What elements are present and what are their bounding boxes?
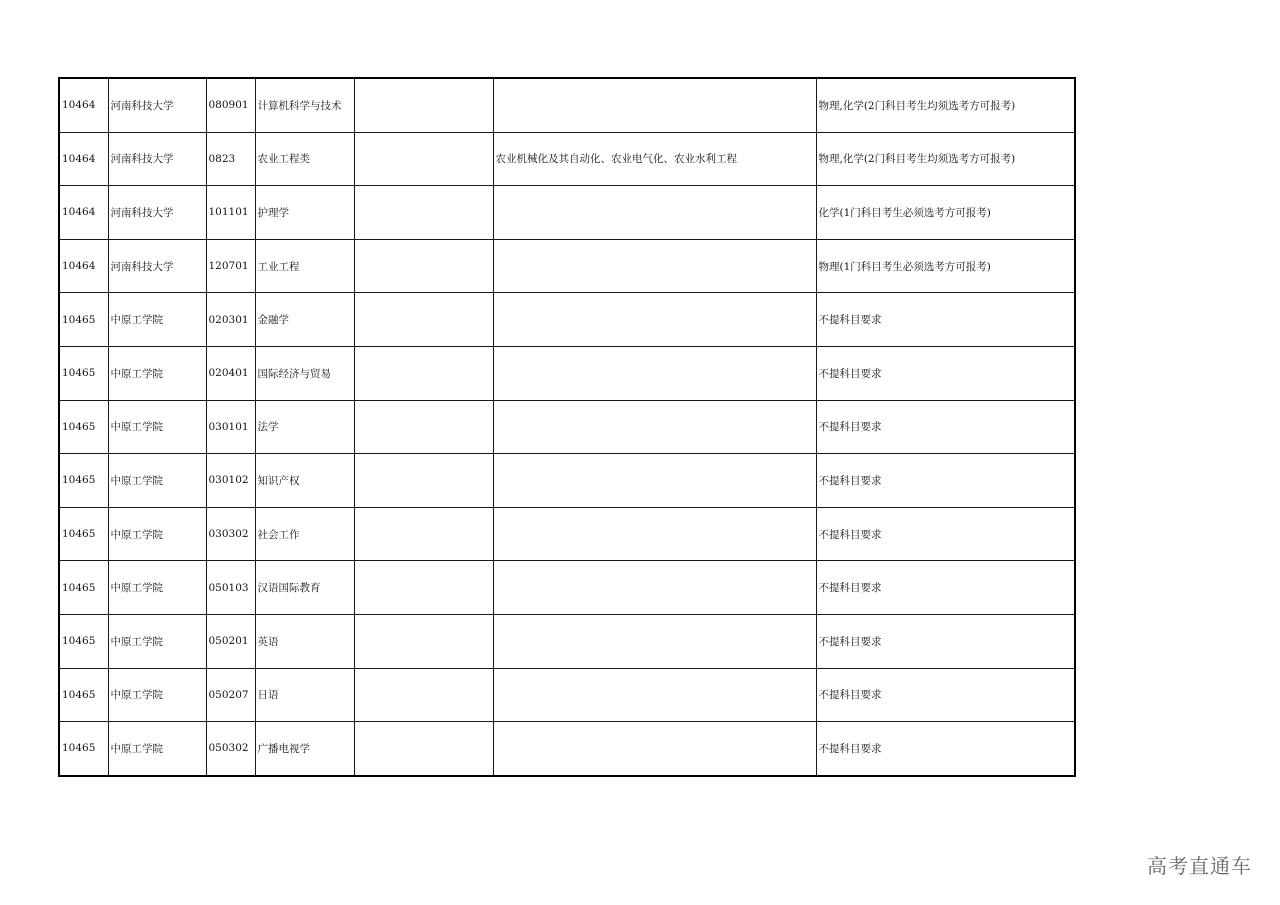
notes-cell: [354, 132, 493, 186]
notes-cell: [354, 293, 493, 347]
school-name-cell: 中原工学院: [108, 614, 206, 668]
school-code-cell: 10464: [59, 239, 108, 293]
school-code-cell: 10465: [59, 400, 108, 454]
school-name-cell: 中原工学院: [108, 400, 206, 454]
school-name-cell: 中原工学院: [108, 668, 206, 722]
major-code-cell: 080901: [206, 78, 255, 132]
subject-requirement-cell: 物理(1门科目考生必须选考方可报考): [816, 239, 1075, 293]
subject-requirement-cell: 不提科目要求: [816, 346, 1075, 400]
watermark-logo: 高考直通车: [1147, 854, 1252, 878]
subject-requirement-cell: 不提科目要求: [816, 507, 1075, 561]
table-row: [59, 346, 1075, 400]
major-name-cell: 知识产权: [255, 454, 354, 508]
included-majors-cell: [493, 186, 816, 240]
table-row: [59, 400, 1075, 454]
included-majors-cell: [493, 668, 816, 722]
subject-requirement-cell: 化学(1门科目考生必须选考方可报考): [816, 186, 1075, 240]
notes-cell: [354, 668, 493, 722]
school-code-cell: 10465: [59, 293, 108, 347]
notes-cell: [354, 722, 493, 776]
major-code-cell: 120701: [206, 239, 255, 293]
school-name-cell: 河南科技大学: [108, 186, 206, 240]
school-name-cell: 中原工学院: [108, 346, 206, 400]
school-name-cell: 河南科技大学: [108, 132, 206, 186]
included-majors-cell: [493, 614, 816, 668]
major-code-cell: 050201: [206, 614, 255, 668]
school-name-cell: 中原工学院: [108, 454, 206, 508]
school-code-cell: 10464: [59, 186, 108, 240]
school-code-cell: 10465: [59, 668, 108, 722]
table-row: [59, 668, 1075, 722]
subject-requirement-cell: 不提科目要求: [816, 293, 1075, 347]
notes-cell: [354, 400, 493, 454]
school-name-cell: 中原工学院: [108, 561, 206, 615]
notes-cell: [354, 454, 493, 508]
notes-cell: [354, 614, 493, 668]
table-row: [59, 132, 1075, 186]
notes-cell: [354, 346, 493, 400]
included-majors-cell: [493, 239, 816, 293]
included-majors-cell: [493, 346, 816, 400]
major-code-cell: 050207: [206, 668, 255, 722]
school-code-cell: 10465: [59, 614, 108, 668]
table-row: [59, 507, 1075, 561]
school-code-cell: 10465: [59, 722, 108, 776]
notes-cell: [354, 561, 493, 615]
table-row: [59, 722, 1075, 776]
major-name-cell: 计算机科学与技术: [255, 78, 354, 132]
subject-requirement-cell: 不提科目要求: [816, 400, 1075, 454]
major-code-cell: 101101: [206, 186, 255, 240]
subject-requirement-cell: 不提科目要求: [816, 454, 1075, 508]
major-code-cell: 030101: [206, 400, 255, 454]
included-majors-cell: [493, 561, 816, 615]
major-name-cell: 国际经济与贸易: [255, 346, 354, 400]
table-row: [59, 78, 1075, 132]
subject-requirement-cell: 不提科目要求: [816, 722, 1075, 776]
school-code-cell: 10464: [59, 132, 108, 186]
subject-requirement-cell: 不提科目要求: [816, 561, 1075, 615]
major-code-cell: 030102: [206, 454, 255, 508]
included-majors-cell: [493, 722, 816, 776]
major-name-cell: 工业工程: [255, 239, 354, 293]
school-code-cell: 10465: [59, 346, 108, 400]
major-name-cell: 英语: [255, 614, 354, 668]
major-name-cell: 护理学: [255, 186, 354, 240]
school-name-cell: 河南科技大学: [108, 239, 206, 293]
school-name-cell: 中原工学院: [108, 507, 206, 561]
included-majors-cell: 农业机械化及其自动化、农业电气化、农业水利工程: [493, 132, 816, 186]
school-name-cell: 河南科技大学: [108, 78, 206, 132]
included-majors-cell: [493, 293, 816, 347]
notes-cell: [354, 507, 493, 561]
table-row: [59, 561, 1075, 615]
table-row: [59, 454, 1075, 508]
subject-requirement-cell: 不提科目要求: [816, 668, 1075, 722]
included-majors-cell: [493, 507, 816, 561]
included-majors-cell: [493, 454, 816, 508]
table-row: [59, 293, 1075, 347]
notes-cell: [354, 78, 493, 132]
major-code-cell: 020401: [206, 346, 255, 400]
subject-requirement-cell: 物理,化学(2门科目考生均须选考方可报考): [816, 132, 1075, 186]
major-code-cell: 030302: [206, 507, 255, 561]
included-majors-cell: [493, 78, 816, 132]
table-row: [59, 186, 1075, 240]
major-name-cell: 日语: [255, 668, 354, 722]
school-code-cell: 10464: [59, 78, 108, 132]
requirements-table: [58, 77, 1076, 777]
table-row: [59, 614, 1075, 668]
major-name-cell: 农业工程类: [255, 132, 354, 186]
notes-cell: [354, 186, 493, 240]
school-name-cell: 中原工学院: [108, 722, 206, 776]
major-name-cell: 金融学: [255, 293, 354, 347]
notes-cell: [354, 239, 493, 293]
subject-requirement-cell: 物理,化学(2门科目考生均须选考方可报考): [816, 78, 1075, 132]
major-code-cell: 020301: [206, 293, 255, 347]
major-name-cell: 广播电视学: [255, 722, 354, 776]
major-code-cell: 0823: [206, 132, 255, 186]
table-body: [59, 78, 1075, 776]
major-code-cell: 050302: [206, 722, 255, 776]
school-code-cell: 10465: [59, 561, 108, 615]
major-name-cell: 汉语国际教育: [255, 561, 354, 615]
subject-requirement-cell: 不提科目要求: [816, 614, 1075, 668]
major-name-cell: 社会工作: [255, 507, 354, 561]
school-code-cell: 10465: [59, 454, 108, 508]
school-code-cell: 10465: [59, 507, 108, 561]
included-majors-cell: [493, 400, 816, 454]
major-code-cell: 050103: [206, 561, 255, 615]
major-name-cell: 法学: [255, 400, 354, 454]
school-name-cell: 中原工学院: [108, 293, 206, 347]
table-row: [59, 239, 1075, 293]
